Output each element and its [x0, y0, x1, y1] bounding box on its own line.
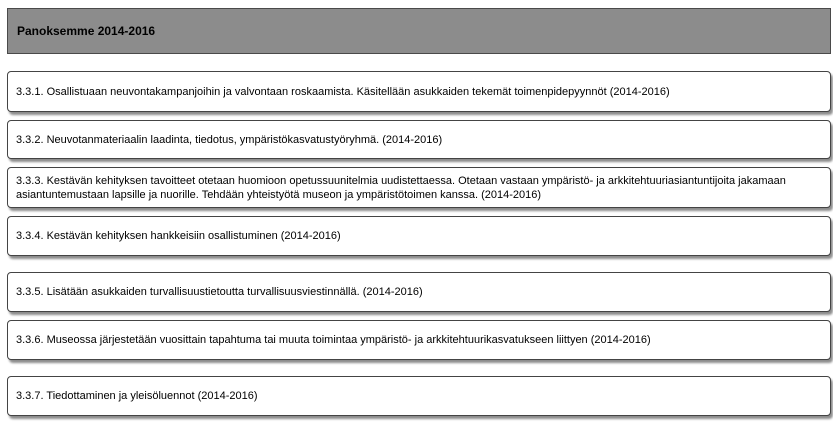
- section-title: Panoksemme 2014-2016: [17, 24, 156, 38]
- list-item-text: 3.3.5. Lisätään asukkaiden turvallisuustietoutta turvallisuusviestinnällä. (2014-2016): [16, 286, 423, 298]
- list-item-3-3-7: [7, 376, 831, 416]
- list-item-3-3-1: [7, 71, 831, 112]
- section-header: [7, 8, 831, 54]
- list-item-3-3-4: [7, 216, 831, 256]
- list-item-3-3-2: [7, 120, 831, 159]
- list-item-3-3-5: [7, 272, 831, 312]
- list-item-3-3-6: [7, 320, 831, 360]
- list-item-text: 3.3.3. Kestävän kehityksen tavoitteet otetaan huomioon opetussuunitelmia uudistettaessa. Otetaan vastaan ympäristö- ja arkkitehtuuriasiantuntijoita jakamaan asiantuntemustaan lapsille ja nuorille. Tehdään yhteistyötä museon ja ympäristötoimen kanssa. (2014-2016): [16, 174, 786, 201]
- list-item-text: 3.3.1. Osallistuaan neuvontakampanjoihin ja valvontaan roskaamista. Käsitellään asukkaiden tekemät toimenpidepyynnöt (2014-2016): [16, 85, 670, 98]
- list-item-text: 3.3.7. Tiedottaminen ja yleisöluennot (2014-2016): [16, 390, 258, 402]
- list-item-text: 3.3.6. Museossa järjestetään vuosittain tapahtuma tai muuta toimintaa ympäristö- ja arkkitehtuurikasvatukseen liittyen (2014-2016): [16, 334, 651, 346]
- list-item-text: 3.3.2. Neuvotanmateriaalin laadinta, tiedotus, ympäristökasvatustyöryhmä. (2014-2016): [16, 133, 443, 146]
- list-item-3-3-3: [7, 167, 831, 208]
- list-item-text: 3.3.4. Kestävän kehityksen hankkeisiin osallistuminen (2014-2016): [16, 230, 341, 242]
